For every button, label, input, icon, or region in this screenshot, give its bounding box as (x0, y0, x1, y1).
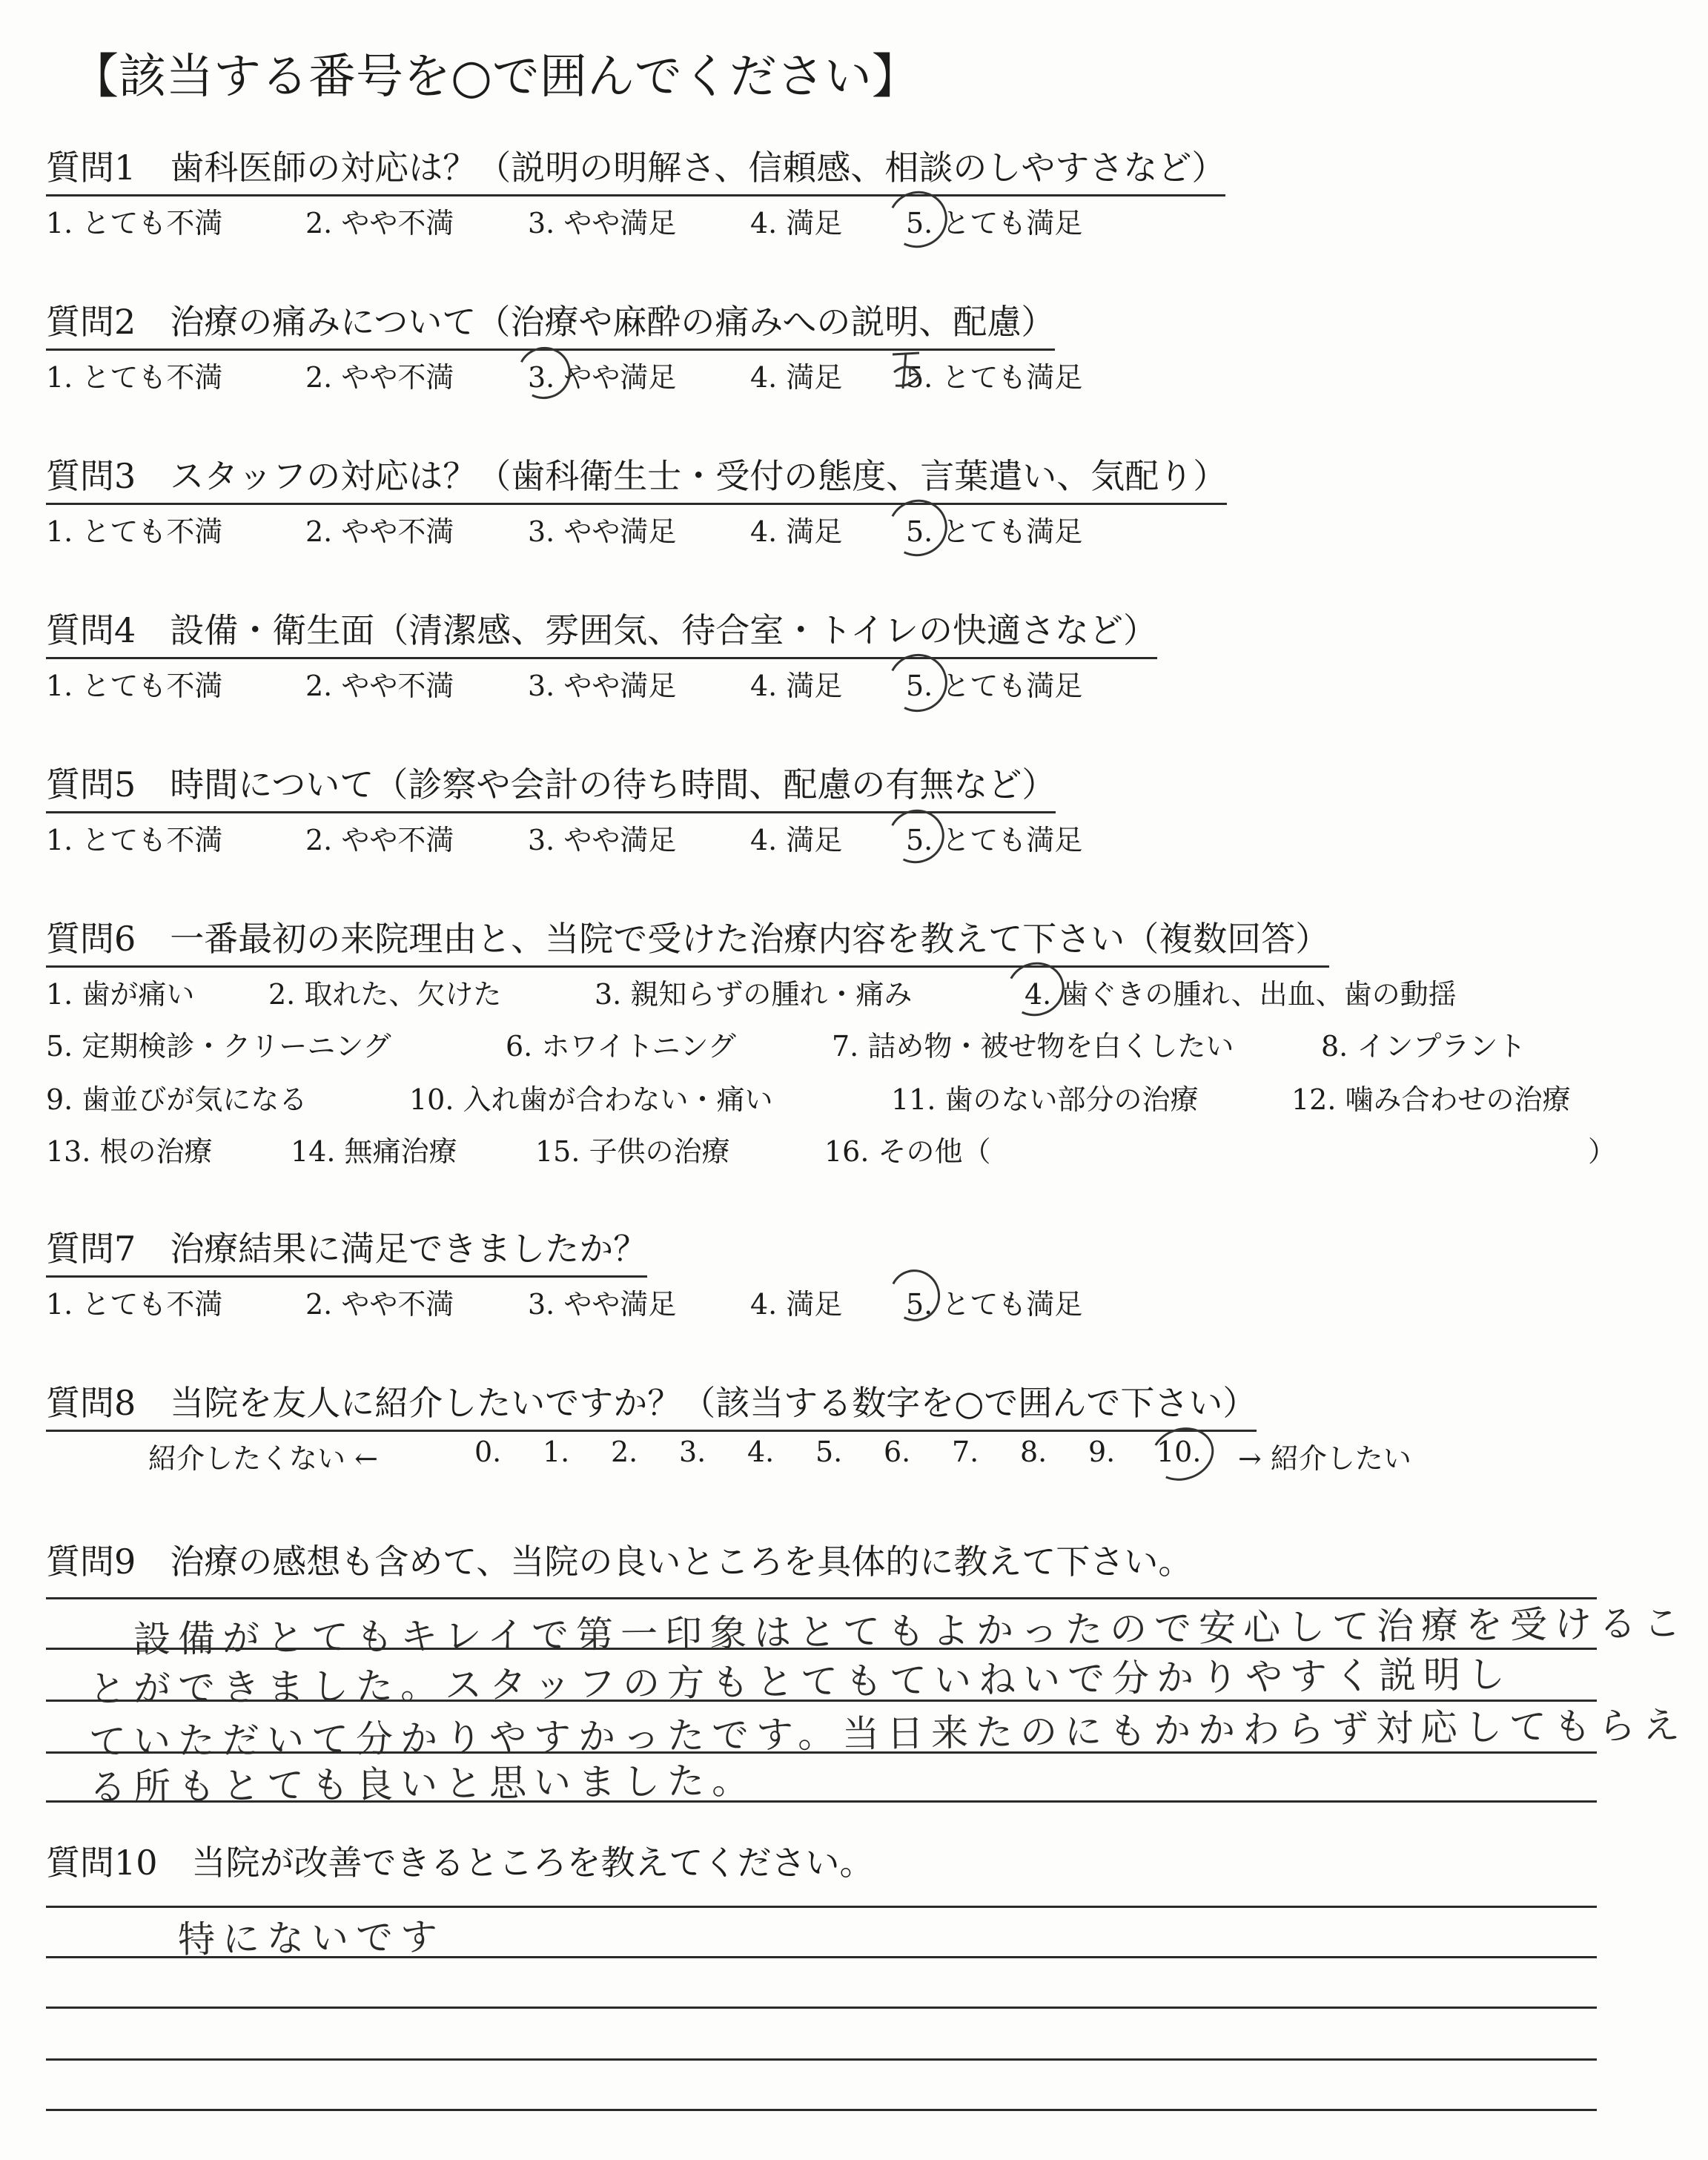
q8-right-label: → 紹介したい (1238, 1442, 1411, 1475)
q8-left-label: 紹介したくない ← (148, 1442, 378, 1475)
q5-option-5[interactable]: 5. とても満足 (906, 824, 1083, 856)
q9-answer-line-3[interactable]: ていただいて分かりやすかったです。当日来たのにもかかわらず対応してもらえ (88, 1703, 1688, 1764)
q2-title: 質問2 治療の痛みについて（治療や麻酔の痛みへの説明、配慮） (46, 295, 1055, 351)
q8-number-3[interactable]: 3. (679, 1436, 706, 1468)
q9-answer-line-2[interactable]: とができました。スタッフの方もとてもていねいで分かりやすく説明し (88, 1652, 1513, 1711)
q6-option-3[interactable]: 3. 親知らずの腫れ・痛み (595, 978, 913, 1011)
q6-option-10[interactable]: 10. 入れ歯が合わない・痛い (409, 1083, 773, 1116)
q6-option-2[interactable]: 2. 取れた、欠けた (268, 978, 502, 1011)
q3-option-1[interactable]: 1. とても不満 (46, 515, 223, 548)
q2-option-1[interactable]: 1. とても不満 (46, 361, 223, 394)
q6-option-6[interactable]: 6. ホワイトニング (506, 1030, 736, 1063)
q3-title: 質問3 スタッフの対応は？（歯科衛生士・受付の態度、言葉遣い、気配り） (46, 449, 1227, 505)
q4-option-3[interactable]: 3. やや満足 (528, 670, 677, 702)
q6-title: 質問6 一番最初の来院理由と、当院で受けた治療内容を教えて下さい（複数回答） (46, 912, 1329, 968)
q3-option-4[interactable]: 4. 満足 (750, 515, 843, 548)
q1-option-2[interactable]: 2. やや不満 (305, 207, 454, 240)
q8-number-0[interactable]: 0. (474, 1436, 502, 1468)
q6-option-11[interactable]: 11. 歯のない部分の治療 (891, 1083, 1199, 1116)
q6-option-8[interactable]: 8. インプラント (1321, 1030, 1526, 1063)
q4-title: 質問4 設備・衛生面（清潔感、雰囲気、待合室・トイレの快適さなど） (46, 604, 1157, 659)
q9-title: 質問9 治療の感想も含めて、当院の良いところを具体的に教えて下さい。 (46, 1542, 1193, 1582)
form-title: 【該当する番号を○で囲んでください】 (71, 50, 919, 105)
q7-option-5[interactable]: 5. とても満足 (906, 1288, 1083, 1321)
q2-option-4[interactable]: 4. 満足 (750, 361, 843, 394)
q8-number-9[interactable]: 9. (1088, 1436, 1116, 1468)
q7-option-4[interactable]: 4. 満足 (750, 1288, 843, 1321)
q8-number-4[interactable]: 4. (747, 1436, 775, 1468)
q9-answer-line-1[interactable]: 設備がとてもキレイで第一印象はとてもよかったので安心して治療を受けるこ (133, 1602, 1689, 1661)
q7-title: 質問7 治療結果に満足できましたか？ (46, 1222, 647, 1278)
q8-number-7[interactable]: 7. (952, 1436, 979, 1468)
q8-number-8[interactable]: 8. (1020, 1436, 1047, 1468)
q8-number-5[interactable]: 5. (815, 1436, 843, 1468)
q1-option-1[interactable]: 1. とても不満 (46, 207, 223, 240)
q2-option-2[interactable]: 2. やや不満 (305, 361, 454, 394)
q6-option-1[interactable]: 1. 歯が痛い (46, 978, 195, 1011)
q5-title: 質問5 時間について（診察や会計の待ち時間、配慮の有無など） (46, 758, 1056, 813)
q7-option-2[interactable]: 2. やや不満 (305, 1288, 454, 1321)
q4-option-2[interactable]: 2. やや不満 (305, 670, 454, 702)
q6-option-5[interactable]: 5. 定期検診・クリーニング (46, 1030, 391, 1063)
q4-option-1[interactable]: 1. とても不満 (46, 670, 223, 702)
q10-answer-rule-1 (46, 1906, 1597, 1908)
q6-option-13[interactable]: 13. 根の治療 (46, 1135, 213, 1168)
q6-option-7[interactable]: 7. 詰め物・被せ物を白くしたい (832, 1030, 1234, 1063)
q3-option-2[interactable]: 2. やや不満 (305, 515, 454, 548)
q10-answer-line-1[interactable]: 特にないです (177, 1915, 446, 1961)
q6-option-9[interactable]: 9. 歯並びが気になる (46, 1083, 308, 1116)
q4-option-4[interactable]: 4. 満足 (750, 670, 843, 702)
q5-option-3[interactable]: 3. やや満足 (528, 824, 677, 856)
q10-answer-rule-4 (46, 2058, 1597, 2061)
q5-option-4[interactable]: 4. 満足 (750, 824, 843, 856)
q8-number-10[interactable]: 10. (1156, 1436, 1202, 1468)
q4-option-5[interactable]: 5. とても満足 (906, 670, 1083, 702)
q8-number-6[interactable]: 6. (884, 1436, 911, 1468)
q6-option-16[interactable]: 16. その他（ (824, 1135, 991, 1168)
q9-answer-line-4[interactable]: る所もとても良いと思いました。 (88, 1759, 757, 1809)
q6-other-close-paren: ） (1588, 1135, 1617, 1168)
q10-title: 質問10 当院が改善できるところを教えてください。 (46, 1843, 874, 1883)
q1-option-4[interactable]: 4. 満足 (750, 207, 843, 240)
q8-title: 質問8 当院を友人に紹介したいですか？（該当する数字を○で囲んで下さい） (46, 1376, 1257, 1432)
q3-option-5[interactable]: 5. とても満足 (906, 515, 1083, 548)
q5-option-2[interactable]: 2. やや不満 (305, 824, 454, 856)
q7-option-3[interactable]: 3. やや満足 (528, 1288, 677, 1321)
q10-answer-rule-3 (46, 2007, 1597, 2009)
q8-number-1[interactable]: 1. (543, 1436, 570, 1468)
q7-option-1[interactable]: 1. とても不満 (46, 1288, 223, 1321)
q1-option-5[interactable]: 5. とても満足 (906, 207, 1083, 240)
q6-option-14[interactable]: 14. 無痛治療 (291, 1135, 457, 1168)
q2-option-5[interactable]: 5. とても満足 (906, 361, 1083, 394)
q8-number-2[interactable]: 2. (611, 1436, 638, 1468)
q2-cancel-mark-icon (890, 350, 922, 392)
q2-option-3[interactable]: 3. やや満足 (528, 361, 677, 394)
q5-option-1[interactable]: 1. とても不満 (46, 824, 223, 856)
q6-option-12[interactable]: 12. 噛み合わせの治療 (1291, 1083, 1571, 1116)
q1-option-3[interactable]: 3. やや満足 (528, 207, 677, 240)
q10-answer-rule-5 (46, 2109, 1597, 2111)
q6-option-4[interactable]: 4. 歯ぐきの腫れ、出血、歯の動揺 (1025, 978, 1457, 1011)
q3-option-3[interactable]: 3. やや満足 (528, 515, 677, 548)
q6-option-15[interactable]: 15. 子供の治療 (535, 1135, 730, 1168)
q1-title: 質問1 歯科医師の対応は？（説明の明解さ、信頼感、相談のしやすさなど） (46, 141, 1225, 196)
